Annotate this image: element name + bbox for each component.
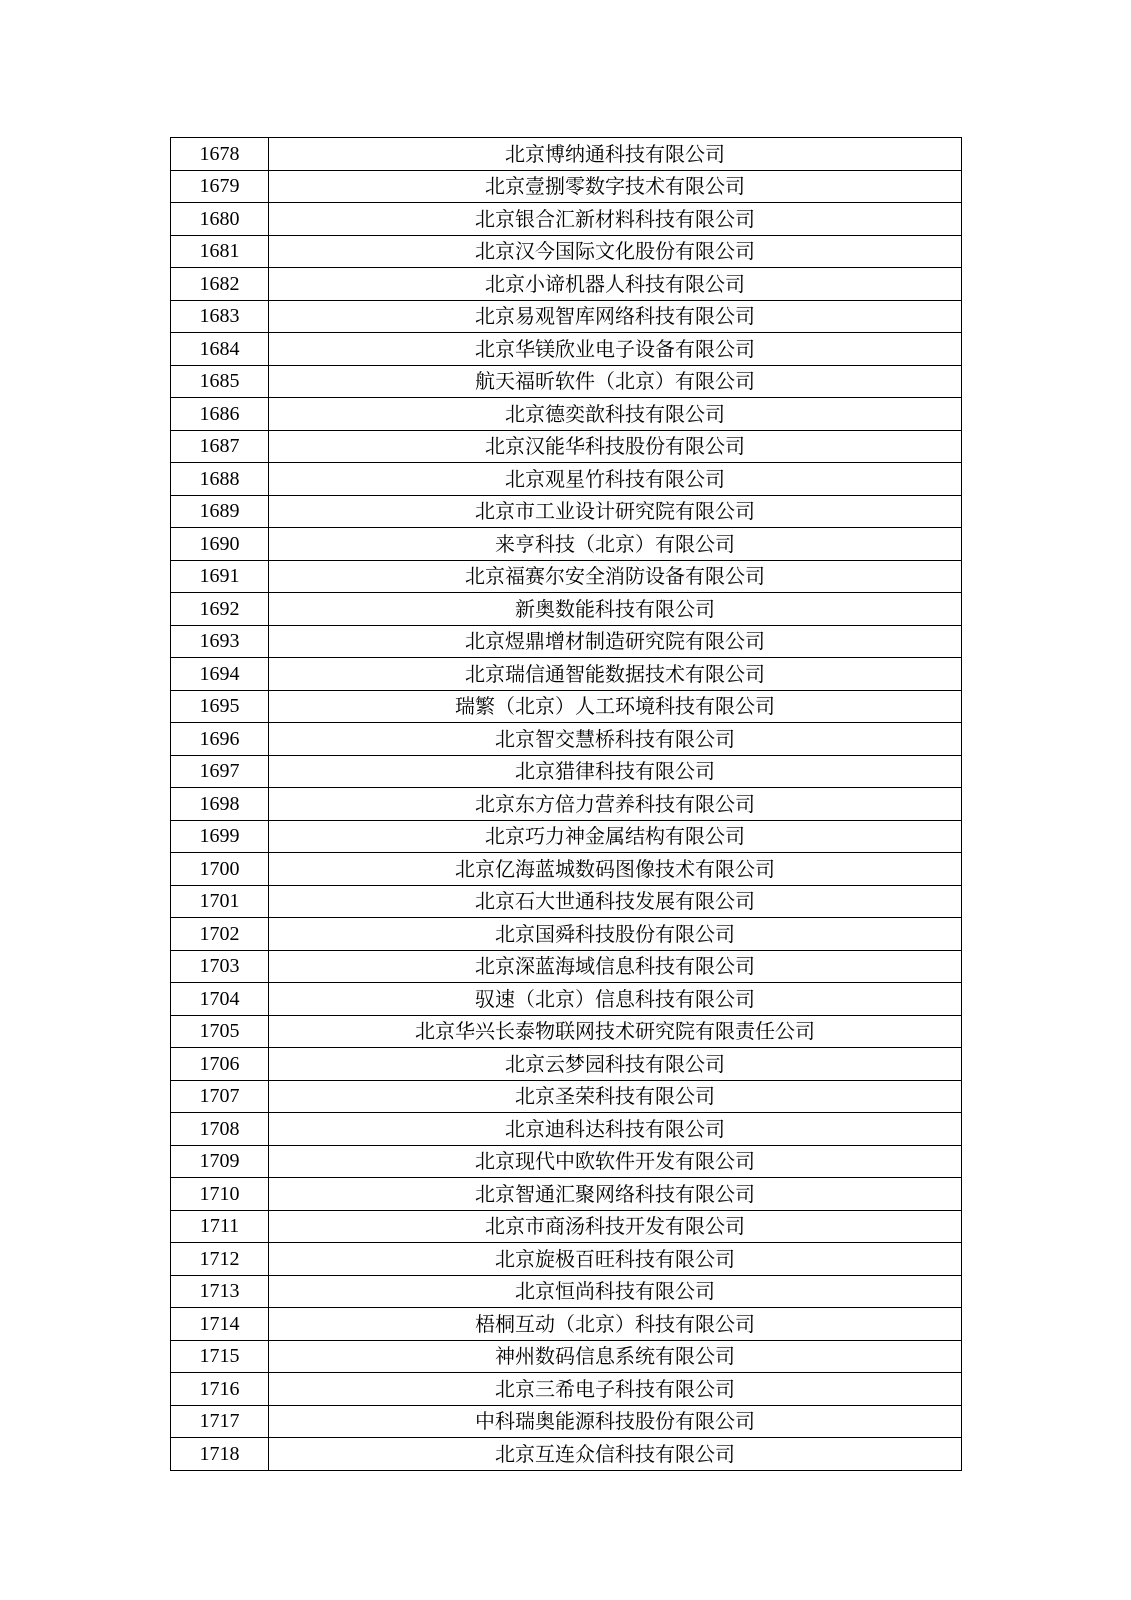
table-row bbox=[171, 365, 962, 398]
table-row bbox=[171, 463, 962, 496]
company-name-cell: 梧桐互动（北京）科技有限公司 bbox=[269, 1308, 962, 1341]
row-number-cell: 1685 bbox=[171, 365, 269, 398]
company-name-cell: 北京现代中欧软件开发有限公司 bbox=[269, 1145, 962, 1178]
company-name-cell: 北京旋极百旺科技有限公司 bbox=[269, 1243, 962, 1276]
table-row bbox=[171, 300, 962, 333]
table-row bbox=[171, 1438, 962, 1471]
row-number-cell: 1680 bbox=[171, 203, 269, 236]
table-row bbox=[171, 1015, 962, 1048]
row-number-cell: 1703 bbox=[171, 950, 269, 983]
table-row bbox=[171, 138, 962, 171]
table-row bbox=[171, 723, 962, 756]
company-name-cell: 北京亿海蓝城数码图像技术有限公司 bbox=[269, 853, 962, 886]
table-row bbox=[171, 918, 962, 951]
company-name-cell: 神州数码信息系统有限公司 bbox=[269, 1340, 962, 1373]
table-row bbox=[171, 755, 962, 788]
table-row bbox=[171, 1340, 962, 1373]
company-name-cell: 北京东方倍力营养科技有限公司 bbox=[269, 788, 962, 821]
row-number-cell: 1682 bbox=[171, 268, 269, 301]
table-row bbox=[171, 203, 962, 236]
table-row bbox=[171, 333, 962, 366]
row-number-cell: 1694 bbox=[171, 658, 269, 691]
company-name-cell: 北京云梦园科技有限公司 bbox=[269, 1048, 962, 1081]
row-number-cell: 1718 bbox=[171, 1438, 269, 1471]
table-row bbox=[171, 430, 962, 463]
company-name-cell: 北京三希电子科技有限公司 bbox=[269, 1373, 962, 1406]
table-row bbox=[171, 690, 962, 723]
company-list-body bbox=[171, 138, 962, 1471]
company-name-cell: 北京市工业设计研究院有限公司 bbox=[269, 495, 962, 528]
company-name-cell: 北京福赛尔安全消防设备有限公司 bbox=[269, 560, 962, 593]
company-name-cell: 航天福昕软件（北京）有限公司 bbox=[269, 365, 962, 398]
company-name-cell: 北京银合汇新材料科技有限公司 bbox=[269, 203, 962, 236]
row-number-cell: 1700 bbox=[171, 853, 269, 886]
row-number-cell: 1688 bbox=[171, 463, 269, 496]
row-number-cell: 1679 bbox=[171, 170, 269, 203]
table-row bbox=[171, 1145, 962, 1178]
row-number-cell: 1681 bbox=[171, 235, 269, 268]
row-number-cell: 1687 bbox=[171, 430, 269, 463]
company-name-cell: 北京汉今国际文化股份有限公司 bbox=[269, 235, 962, 268]
table-row bbox=[171, 1308, 962, 1341]
table-row bbox=[171, 560, 962, 593]
row-number-cell: 1689 bbox=[171, 495, 269, 528]
row-number-cell: 1690 bbox=[171, 528, 269, 561]
row-number-cell: 1697 bbox=[171, 755, 269, 788]
company-name-cell: 驭速（北京）信息科技有限公司 bbox=[269, 983, 962, 1016]
company-name-cell: 北京市商汤科技开发有限公司 bbox=[269, 1210, 962, 1243]
company-name-cell: 来亨科技（北京）有限公司 bbox=[269, 528, 962, 561]
table-row bbox=[171, 625, 962, 658]
table-row bbox=[171, 1048, 962, 1081]
company-name-cell: 北京国舜科技股份有限公司 bbox=[269, 918, 962, 951]
company-name-cell: 北京汉能华科技股份有限公司 bbox=[269, 430, 962, 463]
company-name-cell: 中科瑞奥能源科技股份有限公司 bbox=[269, 1405, 962, 1438]
row-number-cell: 1704 bbox=[171, 983, 269, 1016]
row-number-cell: 1711 bbox=[171, 1210, 269, 1243]
table-row bbox=[171, 1080, 962, 1113]
table-row bbox=[171, 1275, 962, 1308]
company-name-cell: 北京迪科达科技有限公司 bbox=[269, 1113, 962, 1146]
company-list-table bbox=[170, 137, 962, 1471]
table-row bbox=[171, 658, 962, 691]
company-name-cell: 北京观星竹科技有限公司 bbox=[269, 463, 962, 496]
table-row bbox=[171, 528, 962, 561]
table-row bbox=[171, 950, 962, 983]
row-number-cell: 1710 bbox=[171, 1178, 269, 1211]
row-number-cell: 1693 bbox=[171, 625, 269, 658]
row-number-cell: 1705 bbox=[171, 1015, 269, 1048]
company-name-cell: 北京恒尚科技有限公司 bbox=[269, 1275, 962, 1308]
row-number-cell: 1715 bbox=[171, 1340, 269, 1373]
company-name-cell: 北京圣荣科技有限公司 bbox=[269, 1080, 962, 1113]
row-number-cell: 1701 bbox=[171, 885, 269, 918]
row-number-cell: 1713 bbox=[171, 1275, 269, 1308]
company-name-cell: 北京深蓝海域信息科技有限公司 bbox=[269, 950, 962, 983]
company-name-cell: 北京易观智库网络科技有限公司 bbox=[269, 300, 962, 333]
row-number-cell: 1696 bbox=[171, 723, 269, 756]
company-name-cell: 北京华镁欣业电子设备有限公司 bbox=[269, 333, 962, 366]
table-row bbox=[171, 593, 962, 626]
company-name-cell: 北京壹捌零数字技术有限公司 bbox=[269, 170, 962, 203]
table-row bbox=[171, 1405, 962, 1438]
row-number-cell: 1698 bbox=[171, 788, 269, 821]
row-number-cell: 1695 bbox=[171, 690, 269, 723]
row-number-cell: 1709 bbox=[171, 1145, 269, 1178]
company-name-cell: 北京德奕歆科技有限公司 bbox=[269, 398, 962, 431]
row-number-cell: 1706 bbox=[171, 1048, 269, 1081]
table-row bbox=[171, 820, 962, 853]
company-name-cell: 北京巧力神金属结构有限公司 bbox=[269, 820, 962, 853]
company-name-cell: 北京智通汇聚网络科技有限公司 bbox=[269, 1178, 962, 1211]
company-name-cell: 北京石大世通科技发展有限公司 bbox=[269, 885, 962, 918]
table-row bbox=[171, 853, 962, 886]
row-number-cell: 1712 bbox=[171, 1243, 269, 1276]
table-row bbox=[171, 885, 962, 918]
row-number-cell: 1716 bbox=[171, 1373, 269, 1406]
table-row bbox=[171, 398, 962, 431]
row-number-cell: 1691 bbox=[171, 560, 269, 593]
table-row bbox=[171, 235, 962, 268]
row-number-cell: 1707 bbox=[171, 1080, 269, 1113]
row-number-cell: 1686 bbox=[171, 398, 269, 431]
company-name-cell: 北京猎律科技有限公司 bbox=[269, 755, 962, 788]
table-row bbox=[171, 1373, 962, 1406]
row-number-cell: 1702 bbox=[171, 918, 269, 951]
table-row bbox=[171, 983, 962, 1016]
table-row bbox=[171, 495, 962, 528]
company-name-cell: 北京小谛机器人科技有限公司 bbox=[269, 268, 962, 301]
company-name-cell: 北京煜鼎增材制造研究院有限公司 bbox=[269, 625, 962, 658]
table-row bbox=[171, 1178, 962, 1211]
company-name-cell: 北京博纳通科技有限公司 bbox=[269, 138, 962, 171]
company-name-cell: 北京瑞信通智能数据技术有限公司 bbox=[269, 658, 962, 691]
table-row bbox=[171, 788, 962, 821]
row-number-cell: 1717 bbox=[171, 1405, 269, 1438]
row-number-cell: 1714 bbox=[171, 1308, 269, 1341]
table-row bbox=[171, 1113, 962, 1146]
row-number-cell: 1692 bbox=[171, 593, 269, 626]
company-name-cell: 新奥数能科技有限公司 bbox=[269, 593, 962, 626]
row-number-cell: 1678 bbox=[171, 138, 269, 171]
row-number-cell: 1699 bbox=[171, 820, 269, 853]
company-name-cell: 瑞繁（北京）人工环境科技有限公司 bbox=[269, 690, 962, 723]
row-number-cell: 1708 bbox=[171, 1113, 269, 1146]
company-name-cell: 北京互连众信科技有限公司 bbox=[269, 1438, 962, 1471]
table-row bbox=[171, 268, 962, 301]
company-name-cell: 北京华兴长泰物联网技术研究院有限责任公司 bbox=[269, 1015, 962, 1048]
company-name-cell: 北京智交慧桥科技有限公司 bbox=[269, 723, 962, 756]
row-number-cell: 1684 bbox=[171, 333, 269, 366]
row-number-cell: 1683 bbox=[171, 300, 269, 333]
table-row bbox=[171, 170, 962, 203]
table-row bbox=[171, 1243, 962, 1276]
table-row bbox=[171, 1210, 962, 1243]
